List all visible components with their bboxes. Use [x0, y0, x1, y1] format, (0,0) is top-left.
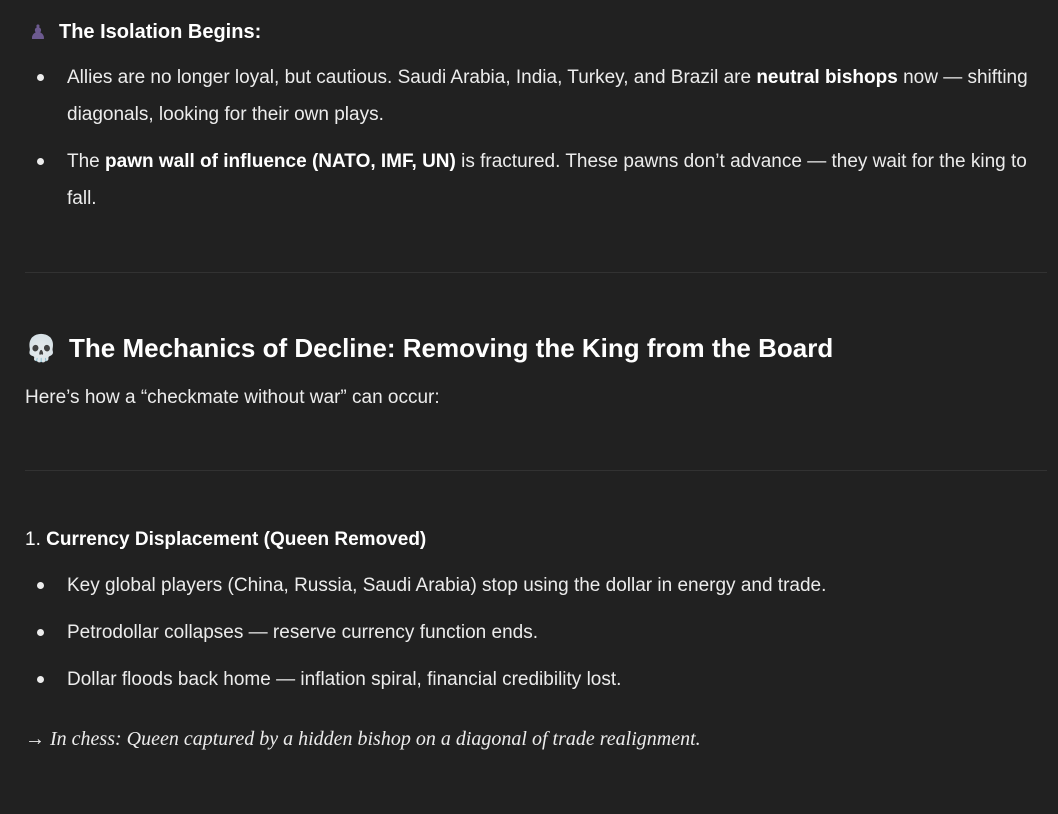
currency-heading-text: Currency Displacement (Queen Removed) — [46, 529, 427, 550]
pawn-icon: ♟ — [29, 22, 47, 44]
mechanics-heading — [25, 333, 833, 364]
currency-heading — [25, 529, 426, 551]
currency-heading-number: 1. — [25, 529, 41, 550]
list-item: Dollar floods back home — inflation spiral, financial credibility lost. — [25, 661, 1035, 698]
divider — [25, 272, 1047, 273]
chess-conclusion: → In chess: Queen captured by a hidden bishop on a diagonal of trade realignment. — [25, 728, 701, 750]
list-item: Petrodollar collapses — reserve currency function ends. — [25, 614, 1035, 651]
mechanics-heading-text: The Mechanics of Decline: Removing the King from the Board — [69, 333, 834, 363]
currency-list — [25, 567, 1035, 698]
list-item: The pawn wall of influence (NATO, IMF, UN) is fractured. These pawns don’t advance — they wait for the king to fall. — [25, 143, 1035, 217]
list-item: Allies are no longer loyal, but cautious. Saudi Arabia, India, Turkey, and Brazil are neutral bishops now — shifting diagonals, looking for their own plays. — [25, 59, 1035, 133]
intro-paragraph: Here’s how a “checkmate without war” can occur: — [25, 387, 440, 408]
isolation-heading-text: The Isolation Begins: — [59, 21, 262, 43]
isolation-heading — [25, 20, 261, 45]
divider — [25, 470, 1047, 471]
isolation-list — [25, 59, 1035, 217]
list-item: Key global players (China, Russia, Saudi Arabia) stop using the dollar in energy and trade. — [25, 567, 1035, 604]
skull-icon: 💀 — [25, 333, 58, 363]
